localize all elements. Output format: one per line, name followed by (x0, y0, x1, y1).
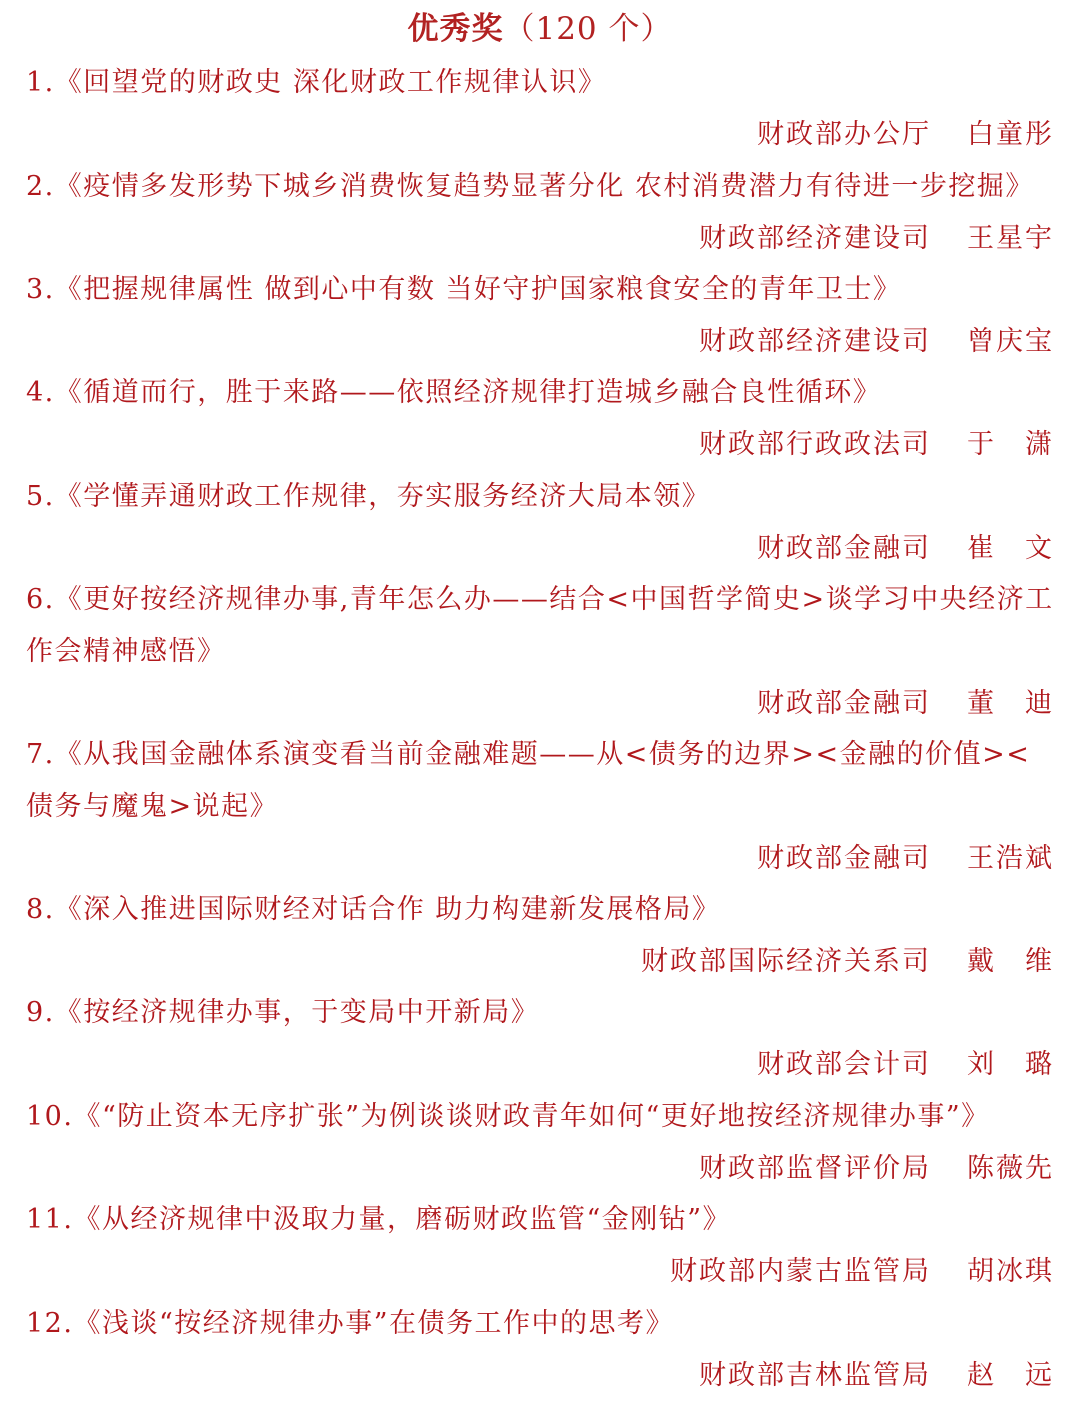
entry-author (26, 678, 1054, 730)
award-entry (26, 1194, 1054, 1298)
entry-name: 董 迪 (967, 688, 1054, 719)
award-entry (26, 471, 1054, 575)
entry-title-text: 《从我国金融体系演变看当前金融难题——从<债务的边界><金融的价值><债务与魔鬼>说起》 (26, 739, 1031, 822)
entry-title-text: 《更好按经济规律办事,青年怎么办——结合<中国哲学简史>谈学习中央经济工作会精神感悟》 (26, 584, 1054, 667)
entry-number: 11. (26, 1204, 74, 1235)
entry-title (26, 884, 1054, 936)
entry-title (26, 471, 1054, 523)
entry-number: 5. (26, 481, 55, 512)
entry-department: 财政部监督评价局 (699, 1153, 931, 1184)
entry-author (26, 1143, 1054, 1195)
entry-title-text: 《深入推进国际财经对话合作 助力构建新发展格局》 (54, 894, 721, 925)
entry-title-text: 《浅谈“按经济规律办事”在债务工作中的思考》 (73, 1308, 675, 1339)
entry-author (26, 109, 1054, 161)
entry-number: 9. (26, 997, 55, 1028)
entry-author (26, 213, 1054, 265)
entry-number: 6. (26, 584, 55, 615)
entry-title (26, 729, 1054, 833)
entry-title-text: 《从经济规律中汲取力量，磨砺财政监管“金刚钻”》 (73, 1204, 732, 1235)
entry-title (26, 574, 1054, 678)
heading-title: 优秀奖 (407, 11, 504, 47)
entry-author (26, 1350, 1054, 1402)
entry-name: 曾庆宝 (967, 326, 1054, 357)
entry-author (26, 1039, 1054, 1091)
award-entry (26, 574, 1054, 730)
entry-number: 7. (26, 739, 55, 770)
award-entry (26, 729, 1054, 885)
entry-title (26, 367, 1054, 419)
entry-name: 胡冰琪 (967, 1256, 1054, 1287)
entry-department: 财政部内蒙古监管局 (670, 1256, 931, 1287)
entry-number: 2. (26, 171, 55, 202)
entry-number: 1. (26, 67, 55, 98)
entry-department: 财政部金融司 (757, 843, 931, 874)
entry-name: 王浩斌 (967, 843, 1054, 874)
entry-number: 12. (26, 1308, 74, 1339)
entry-title-text: 《按经济规律办事，于变局中开新局》 (54, 997, 540, 1028)
entry-name: 陈薇先 (967, 1153, 1054, 1184)
entry-title-text: 《“防止资本无序扩张”为例谈谈财政青年如何“更好地按经济规律办事”》 (73, 1101, 990, 1132)
award-entry (26, 1091, 1054, 1195)
entry-title (26, 987, 1054, 1039)
entry-name: 王星宇 (967, 223, 1054, 254)
entry-author (26, 833, 1054, 885)
award-entry (26, 161, 1054, 265)
entry-author (26, 316, 1054, 368)
entry-name: 崔 文 (967, 533, 1054, 564)
entry-author (26, 1246, 1054, 1298)
entry-department: 财政部吉林监管局 (699, 1360, 931, 1391)
entry-title-text: 《疫情多发形势下城乡消费恢复趋势显著分化 农村消费潜力有待进一步挖掘》 (54, 171, 1034, 202)
award-entry (26, 57, 1054, 161)
award-entry (26, 884, 1054, 988)
award-entry (26, 1298, 1054, 1402)
entry-department: 财政部经济建设司 (699, 223, 931, 254)
entry-name: 白童彤 (967, 119, 1054, 150)
entry-author (26, 419, 1054, 471)
entry-title (26, 161, 1054, 213)
entry-title (26, 1298, 1054, 1350)
entry-department: 财政部会计司 (757, 1049, 931, 1080)
entry-author (26, 523, 1054, 575)
entry-title-text: 《回望党的财政史 深化财政工作规律认识》 (54, 67, 607, 98)
award-entry (26, 367, 1054, 471)
entry-department: 财政部金融司 (757, 533, 931, 564)
entry-department: 财政部金融司 (757, 688, 931, 719)
entry-number: 8. (26, 894, 55, 925)
entry-number: 10. (26, 1101, 74, 1132)
section-heading (0, 6, 1080, 52)
entry-number: 3. (26, 274, 55, 305)
entry-title (26, 264, 1054, 316)
entry-title-text: 《循道而行，胜于来路——依照经济规律打造城乡融合良性循环》 (54, 377, 882, 408)
entry-department: 财政部国际经济关系司 (641, 946, 931, 977)
entry-department: 财政部行政政法司 (699, 429, 931, 460)
entry-number: 4. (26, 377, 55, 408)
entry-author (26, 936, 1054, 988)
entry-title (26, 1091, 1054, 1143)
entry-name: 于 潇 (967, 429, 1054, 460)
entry-title-text: 《把握规律属性 做到心中有数 当好守护国家粮食安全的青年卫士》 (54, 274, 902, 305)
entry-name: 刘 璐 (967, 1049, 1054, 1080)
entry-title-text: 《学懂弄通财政工作规律，夯实服务经济大局本领》 (54, 481, 711, 512)
entry-name: 赵 远 (967, 1360, 1054, 1391)
entry-title (26, 1194, 1054, 1246)
entry-department: 财政部办公厅 (757, 119, 931, 150)
award-entry (26, 987, 1054, 1091)
entry-name: 戴 维 (967, 946, 1054, 977)
entry-department: 财政部经济建设司 (699, 326, 931, 357)
award-entry (26, 264, 1054, 368)
heading-count: （120 个） (503, 11, 673, 47)
entry-title (26, 57, 1054, 109)
